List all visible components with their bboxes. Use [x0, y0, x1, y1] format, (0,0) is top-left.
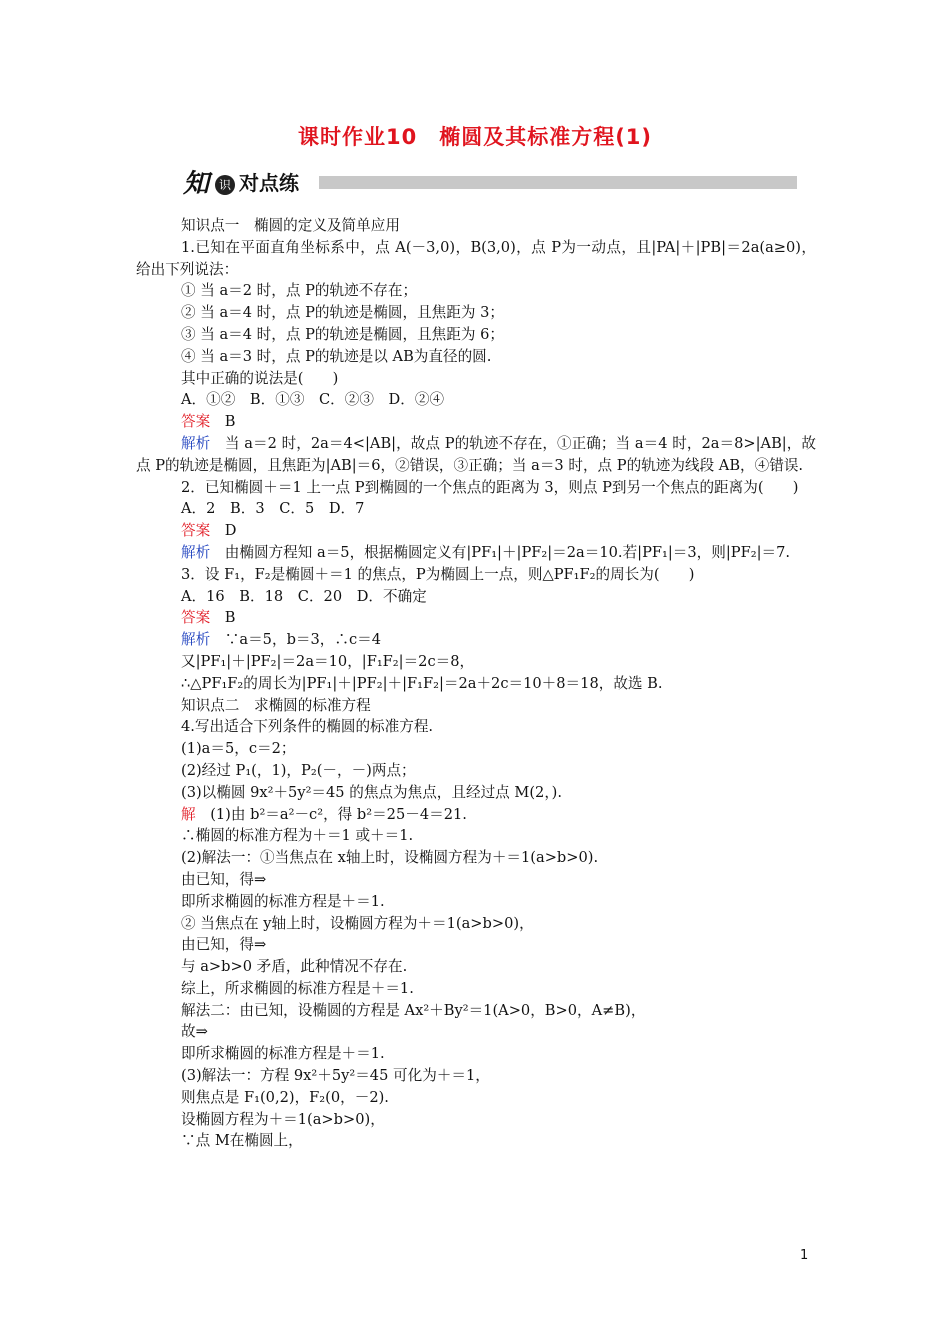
answer-label: 答案: [181, 609, 211, 627]
text-line: [136, 804, 816, 826]
text-line: ③ 当 a＝4 时，点 P的轨迹是椭圆，且焦距为 6；: [181, 325, 504, 343]
text-line: 由已知，得⇒: [181, 870, 267, 888]
text-line: 知识点一 椭圆的定义及简单应用: [181, 217, 400, 234]
answer-text: B: [210, 413, 236, 431]
text-line: A．2 B．3 C．5 D．7: [181, 500, 365, 518]
text-line: [136, 542, 816, 564]
text-line: [136, 433, 816, 477]
answer-label: 解析: [181, 434, 211, 452]
text-line: 由已知，得⇒: [181, 936, 267, 954]
answer-text: D: [210, 522, 237, 540]
text-line: (3)解法一：方程 9x²＋5y²＝45 可化为＋＝1，: [181, 1067, 490, 1085]
text-line: (2)解法一：①当焦点在 x轴上时，设椭圆方程为＋＝1(a>b>0).: [181, 849, 599, 867]
text-line: ④ 当 a＝3 时，点 P的轨迹是以 AB为直径的圆.: [181, 347, 492, 365]
answer-label: 解析: [181, 543, 211, 561]
text-line: (2)经过 P₁(，1)，P₂(－，－)两点；: [181, 761, 416, 779]
text-line: 与 a>b>0 矛盾，此种情况不存在.: [181, 958, 408, 976]
text-line: ① 当 a＝2 时，点 P的轨迹不存在；: [181, 282, 418, 300]
text-line: 解法二：由已知，设椭圆的方程是 Ax²＋By²＝1(A>0，B>0，A≠B)，: [181, 1001, 646, 1019]
text-line: 故⇒: [181, 1023, 208, 1041]
text-line: A．16 B．18 C．20 D．不确定: [181, 587, 427, 605]
answer-text: (1)由 b²＝a²－c²，得 b²＝25－4＝21.: [195, 805, 467, 823]
banner-logo-sub: 识: [215, 175, 235, 195]
section-banner: [179, 161, 799, 197]
answer-text: 当 a＝2 时，2a＝4<|AB|，故点 P的轨迹不存在，①正确；当 a＝4 时，2a＝8>|AB|，故点 P的轨迹是椭圆，且焦距为|AB|＝6，②错误，③正确；当 a＝3 时，点 P的轨迹为线段 AB，④错误.: [136, 434, 816, 474]
text-line: [136, 520, 816, 542]
answer-label: 解: [181, 805, 196, 823]
page-number: 1: [800, 1248, 809, 1263]
text-line: [136, 411, 816, 433]
text-line: 即所求椭圆的标准方程是＋＝1.: [181, 1045, 385, 1063]
text-line: ∴椭圆的标准方程为＋＝1 或＋＝1.: [181, 827, 414, 845]
text-line: 即所求椭圆的标准方程是＋＝1.: [181, 892, 385, 910]
text-line: 1.已知在平面直角坐标系中，点 A(－3,0)，B(3,0)，点 P为一动点，且|PA|＋|PB|＝2a(a≥0)，给出下列说法：: [136, 238, 816, 278]
answer-label: 答案: [181, 522, 211, 540]
text-line: ∵点 M在椭圆上，: [181, 1132, 303, 1150]
banner-label: 对点练: [239, 171, 299, 195]
page-title: 课时作业10 椭圆及其标准方程(1): [297, 125, 653, 149]
text-line: (3)以椭圆 9x²＋5y²＝45 的焦点为焦点，且经过点 M(2，).: [181, 783, 562, 801]
text-line: 知识点二 求椭圆的标准方程: [181, 696, 371, 714]
answer-text: ∵a＝5，b＝3，∴c＝4: [210, 631, 382, 649]
text-line: ② 当 a＝4 时，点 P的轨迹是椭圆，且焦距为 3；: [181, 304, 504, 322]
answer-label: 答案: [181, 413, 211, 431]
text-line: ② 当焦点在 y轴上时，设椭圆方程为＋＝1(a>b>0)，: [181, 914, 534, 932]
text-line: 则焦点是 F₁(0,2)，F₂(0，－2).: [181, 1088, 389, 1106]
text-line: 其中正确的说法是( ): [181, 369, 339, 387]
text-line: 又|PF₁|＋|PF₂|＝2a＝10，|F₁F₂|＝2c＝8，: [181, 652, 475, 670]
answer-label: 解析: [181, 631, 211, 649]
text-line: 2．已知椭圆＋＝1 上一点 P到椭圆的一个焦点的距离为 3，则点 P到另一个焦点的距离为( ): [181, 478, 799, 496]
text-line: [136, 607, 816, 629]
text-line: [136, 629, 816, 651]
text-line: 4.写出适合下列条件的椭圆的标准方程.: [181, 718, 434, 736]
document-body: [136, 215, 816, 1152]
text-line: 综上，所求椭圆的标准方程是＋＝1.: [181, 979, 414, 997]
text-line: ∴△PF₁F₂的周长为|PF₁|＋|PF₂|＋|F₁F₂|＝2a＋2c＝10＋8＝18，故选 B.: [181, 674, 663, 692]
answer-text: 由椭圆方程知 a＝5，根据椭圆定义有|PF₁|＋|PF₂|＝2a＝10.若|PF₁|＝3，则|PF₂|＝7.: [210, 543, 791, 561]
text-line: A．①② B．①③ C．②③ D．②④: [181, 391, 445, 409]
banner-bar: [319, 176, 797, 189]
text-line: 3．设 F₁，F₂是椭圆＋＝1 的焦点，P为椭圆上一点，则△PF₁F₂的周长为( ): [181, 565, 695, 583]
banner-logo-main: 知: [183, 169, 210, 199]
text-line: (1)a＝5，c＝2；: [181, 740, 296, 758]
answer-text: B: [210, 609, 236, 627]
text-line: 设椭圆方程为＋＝1(a>b>0)，: [181, 1110, 385, 1128]
